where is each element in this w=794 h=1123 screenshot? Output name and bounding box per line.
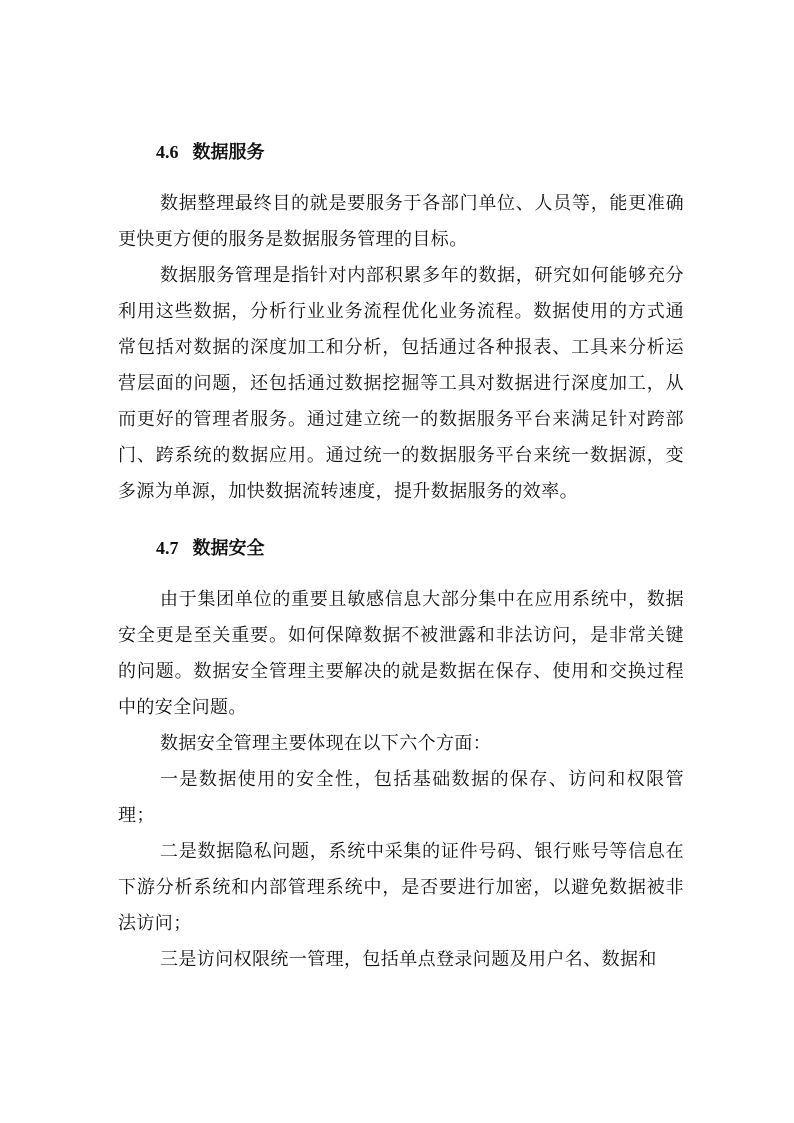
paragraph: 由于集团单位的重要且敏感信息大部分集中在应用系统中，数据安全更是至关重要。如何保障数据不被泄露和非法访问，是非常关键的问题。数据安全管理主要解决的就是数据在保存、使用和交换过程中的安全问题。	[118, 589, 684, 718]
paragraph: 数据服务管理是指针对内部积累多年的数据，研究如何能够充分利用这些数据，分析行业业务流程优化业务流程。数据使用的方式通常包括对数据的深度加工和分析，包括通过各种报表、工具来分析运营层面的问题，还包括通过数据挖掘等工具对数据进行深度加工，从而更好的管理者服务。通过建立统一的数据服务平台来满足针对跨部门、跨系统的数据应用。通过统一的数据服务平台来统一数据源，变多源为单源，加快数据流转速度，提升数据服务的效率。	[118, 265, 684, 502]
paragraph: 三是访问权限统一管理，包括单点登录问题及用户名、数据和	[160, 949, 657, 970]
paragraph: 数据安全管理主要体现在以下六个方面：	[160, 733, 492, 754]
paragraph: 一是数据使用的安全性，包括基础数据的保存、访问和权限管理；	[118, 769, 684, 826]
section-number: 4.6	[156, 142, 179, 162]
paragraph: 数据整理最终目的就是要服务于各部门单位、人员等，能更准确更快更方便的服务是数据服务管理的目标。	[118, 193, 684, 250]
section-title: 数据服务	[192, 142, 265, 163]
document-page	[118, 136, 684, 978]
section-heading-4-6	[156, 136, 684, 168]
section-title: 数据安全	[192, 538, 265, 559]
paragraph: 二是数据隐私问题，系统中采集的证件号码、银行账号等信息在下游分析系统和内部管理系统中，是否要进行加密，以避免数据被非法访问；	[118, 841, 684, 934]
section-number: 4.7	[156, 538, 179, 558]
section-heading-4-7	[156, 532, 684, 564]
